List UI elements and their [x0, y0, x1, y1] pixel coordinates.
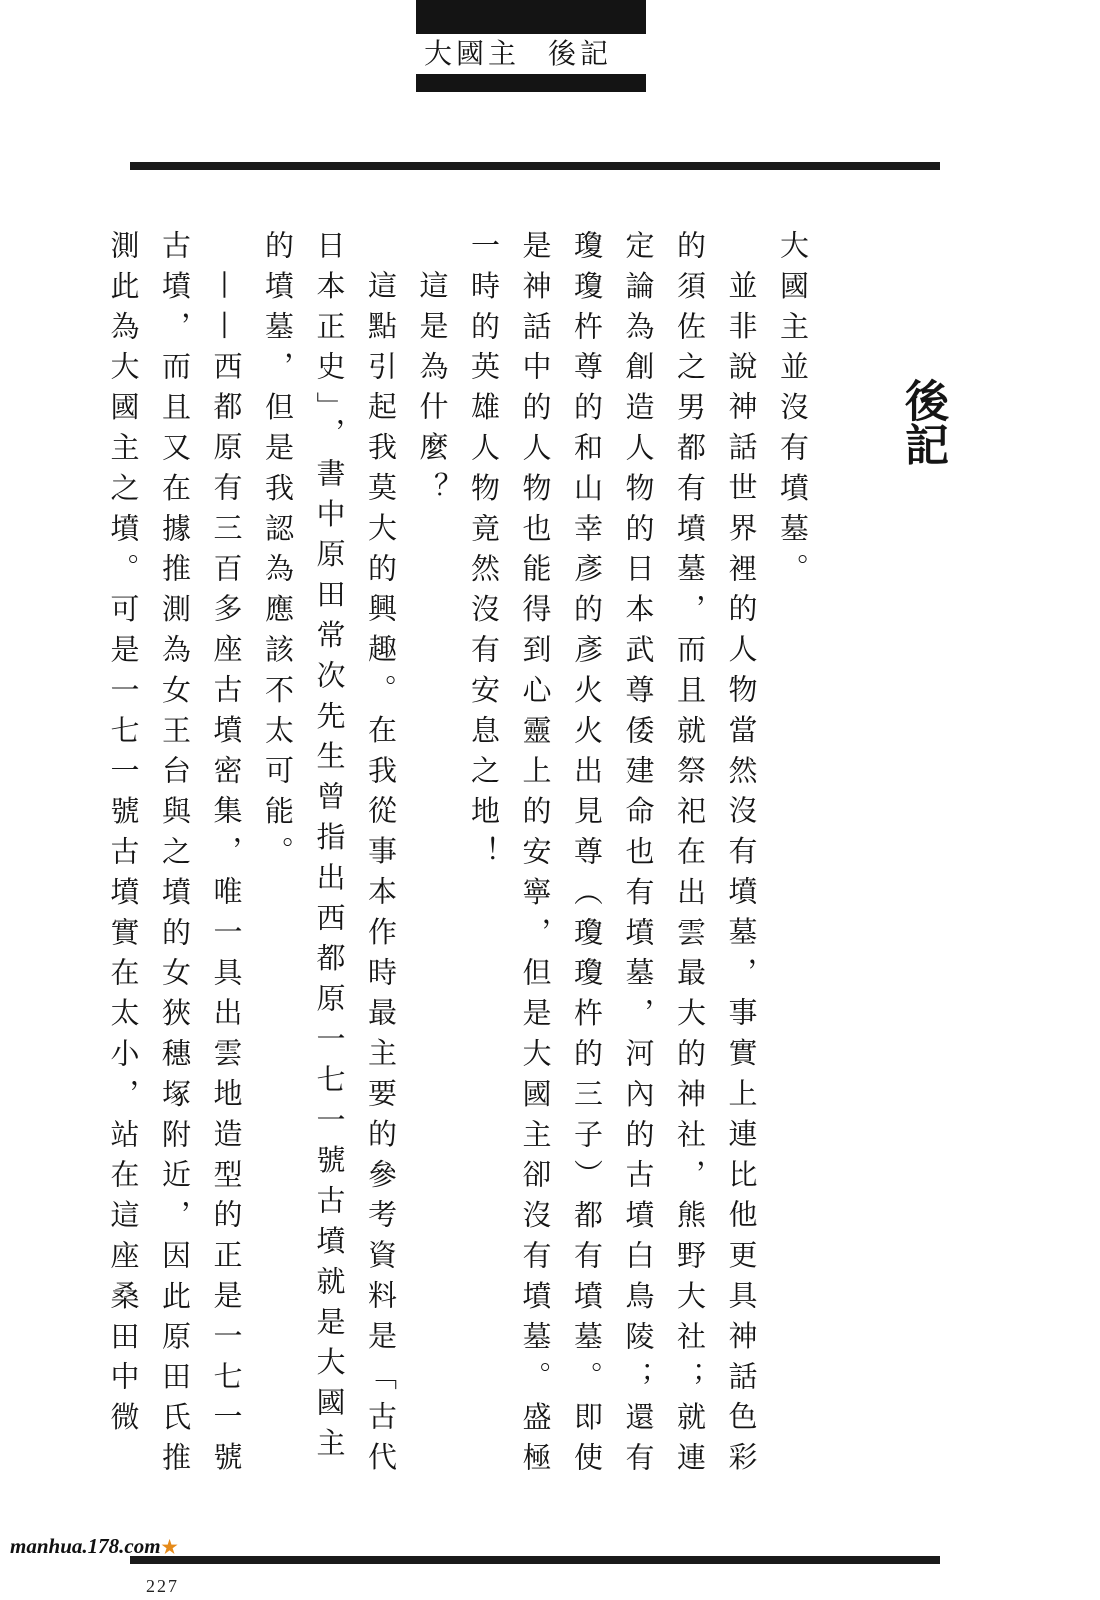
watermark-text: manhua.178.com — [10, 1534, 161, 1558]
paragraph-4: 這點引起我莫大的興趣。在我從事本作時最主要的參考資料是「古代日本正史」，書中原田常次先生曾指出西都原一七一號古墳就是大國主的墳墓，但是我認為應該不太可能。 — [261, 230, 398, 1482]
header-section-title: 後記 — [548, 37, 613, 70]
footer-watermark — [10, 1534, 178, 1559]
top-rule — [130, 162, 940, 170]
section-heading: 後記 — [897, 378, 948, 466]
paragraph-3: 這是為什麼？ — [415, 270, 450, 513]
bottom-rule — [130, 1556, 940, 1564]
paragraph-1: 大國主並沒有墳墓。 — [776, 230, 810, 594]
header-book-title: 大國主 — [424, 37, 521, 70]
paragraph-5: ——西都原有三百多座古墳密集，唯一具出雲地造型的正是一七一號古墳，而且又在據推測為女王台與之墳的女狹穗塚附近，因此原田氏推測此為大國主之墳。可是一七一號古墳實在太小，站在這座桑田中微 — [106, 230, 244, 1483]
header-tab — [416, 0, 646, 92]
page-number: 227 — [146, 1576, 179, 1596]
body-text — [106, 230, 818, 1500]
star-icon: ★ — [161, 1537, 178, 1557]
header-label — [416, 34, 646, 74]
paragraph-2: 並非說神話世界裡的人物當然沒有墳墓，事實上連比他更具神話色彩的須佐之男都有墳墓，而且就祭祀在出雲最大的神社，熊野大社；就連定論為創造人物的日本武尊倭建命也有墳墓，河內的古墳白鳥陵；還有瓊瓊杵尊的和山幸彥的彥火火出見尊（瓊瓊杵的三子）都有墳墓。即使是神話中的人物也能得到心靈上的安寧，但是大國主卻沒有墳墓。盛極一時的英雄人物竟然沒有安息之地！ — [467, 230, 759, 1483]
